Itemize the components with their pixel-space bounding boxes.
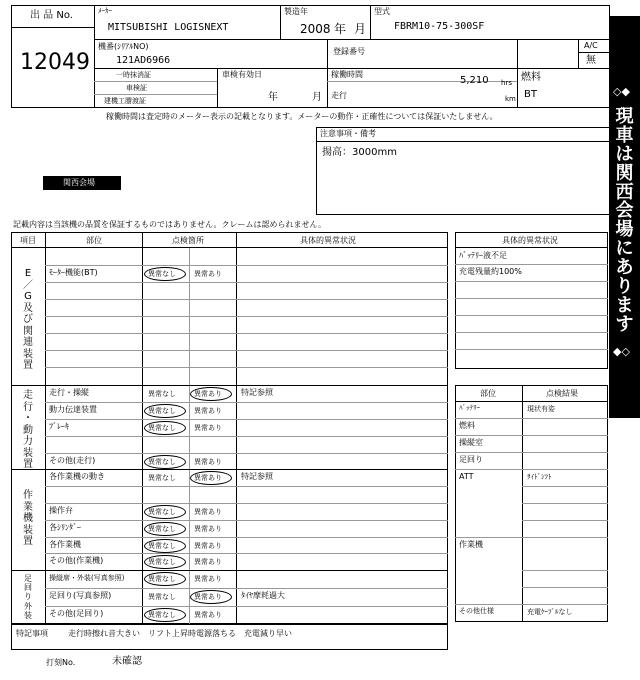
km-label: 走行 [331,91,347,100]
inspection-month: 月 [312,92,322,103]
row-part: 動力伝達装置 [49,405,97,414]
row-part: 足回り(写真参照) [49,591,112,600]
result-part: 作業機 [459,540,483,549]
serial-label: 機番(ｼﾘｱﾙNO) [98,42,149,51]
inspection-label: 車検有効日 [222,70,262,79]
status-ok: 異常なし [148,458,176,466]
maker: MITSUBISHI LOGISNEXT [108,22,229,33]
status-ok: 異常なし [148,270,176,278]
result-part: 足回り [459,455,483,464]
year-value: 2008 [300,22,331,36]
status-ng: 異常あり [194,508,222,516]
status-ok: 異常なし [148,474,176,482]
result-part: 操縦室 [459,438,483,447]
status-ok: 異常なし [148,558,176,566]
status-ng: 異常あり [194,407,222,415]
ok-circle-mark [144,555,186,569]
row-part: ﾌﾞﾚｰｷ [49,422,69,431]
notes-value: 揚高：3000mm [322,147,397,158]
status-ok: 異常なし [148,593,176,601]
ac-value: 無 [586,55,596,66]
section-exterior: 足 回 り 外 装 [24,574,32,620]
row-detail: 特記参照 [241,388,273,397]
right-detail-line1: ﾊﾞｯﾃﾘｰ液不足 [459,251,507,260]
status-ok: 異常なし [148,542,176,550]
result-value: 充電ｹｰﾌﾞﾙなし [527,608,573,616]
status-ng: 異常あり [194,542,222,550]
row-detail: 特記参照 [241,472,273,481]
model-label: 型式 [374,7,390,16]
month-suffix: 月 [354,22,367,36]
row-part: 操作弁 [49,506,73,515]
status-ng: 異常あり [194,593,222,601]
row-part: その他(足回り) [49,609,104,618]
status-ng: 異常あり [194,558,222,566]
ok-circle-mark [144,455,186,469]
special-label: 特記事項 [16,629,48,638]
ok-circle-mark [144,608,186,622]
result-value: 現状有姿 [527,405,555,413]
status-ok: 異常なし [148,407,176,415]
head-check: 点検箇所 [172,236,204,245]
venue-badge [43,176,121,190]
section-engine: E ／ G 及 び 関 連 装 置 [23,268,33,371]
banner-text-content: 現 車 は 関 西 会 場 に あ り ま す [615,106,634,335]
status-ng: 異常あり [194,474,222,482]
header-box [11,5,610,108]
head-item: 項目 [20,236,36,245]
status-ok: 異常なし [148,424,176,432]
ng-circle-mark [190,590,232,604]
special-text: 走行時擦れ音大きい リフト上昇時電源落ちる 充電減り早い [68,629,292,638]
ok-circle-mark [144,522,186,536]
ac-label: A/C [584,41,598,50]
hours-label: 稼働時間 [331,70,363,79]
right-detail-head: 具体的異常状況 [502,236,558,245]
row-part: 走行・操縦 [49,388,89,397]
banner-text [609,108,640,335]
result-head-result: 点検結果 [546,389,578,398]
section-drive: 走 行 ・ 動 力 装 置 [23,390,33,470]
status-ok: 異常なし [148,611,176,619]
stamp-value: 未確認 [112,656,142,667]
model: FBRM10-75-300SF [394,21,485,32]
result-part: ﾊﾞｯﾃﾘｰ [459,404,480,412]
status-ok: 異常なし [148,575,176,583]
result-part: 燃料 [459,421,475,430]
status-ng: 異常あり [194,424,222,432]
ng-circle-mark [190,387,232,401]
maker-label: ﾒｰｶｰ [98,7,112,15]
fuel-label: 燃料 [521,72,541,83]
row-part: 操縦席・外装(写真参照) [49,574,125,582]
ok-circle-mark [144,505,186,519]
ok-circle-mark [144,404,186,418]
head-detail: 具体的異常状況 [300,236,356,245]
listing-no: 12049 [20,50,90,75]
ok-circle-mark [144,572,186,586]
listing-no-label: 出 品 No. [30,10,73,21]
fuel-value: BT [524,89,537,100]
status-ng: 異常あり [194,611,222,619]
quality-note: 記載内容は当該機の品質を保証するものではありません。クレームは認められません。 [13,220,326,229]
row-part: 各ｼﾘﾝﾀﾞｰ [49,523,81,532]
banner-top-icon: ◇◆ [613,85,630,98]
stamp-label: 打刻No. [46,658,76,667]
result-part: その他仕様 [459,607,494,615]
reg-label: 登録番号 [333,47,365,56]
banner-bottom-icon: ◆◇ [613,345,630,358]
venue-label: 関西会場 [63,178,95,187]
ok-circle-mark [144,421,186,435]
row-detail: ﾀｲﾔ摩耗過大 [241,591,285,600]
km-unit: km [505,95,516,103]
status-ng: 異常あり [194,390,222,398]
notes-label: 注意事項・備考 [320,129,376,138]
result-part: ATT [459,472,474,481]
row-part: ﾓｰﾀｰ機能(BT) [49,268,98,277]
inspection-table [11,232,448,624]
section-work: 作 業 機 装 置 [23,490,33,547]
ok-circle-mark [144,267,186,281]
head-part: 部位 [86,236,102,245]
inspection-year: 年 [268,92,278,103]
status-ok: 異常なし [148,525,176,533]
status-ng: 異常あり [194,575,222,583]
result-value: ｻｲﾄﾞｼﾌﾄ [527,473,552,481]
result-head-part: 部位 [480,389,496,398]
status-ok: 異常なし [148,508,176,516]
hours-note: 稼働時間は査定時のメーター表示の記載となります。メーターの動作・正確性については保証いたしません。 [106,112,498,121]
hours-value: 5,210 [460,75,489,86]
row-part: その他(作業機) [49,556,104,565]
ok-circle-mark [144,539,186,553]
right-detail-line2: 充電残量約100% [459,267,522,276]
status-ng: 異常あり [194,458,222,466]
status-ok: 異常なし [148,390,176,398]
cert-3: 建機工謄渡証 [104,97,146,105]
hours-unit: hrs [501,79,512,87]
status-ng: 異常あり [194,525,222,533]
row-part: その他(走行) [49,456,96,465]
cert-2: 車検証 [126,84,147,92]
side-banner [609,16,640,418]
cert-1: 一時抹消証 [116,71,151,79]
row-part: 各作業機の動き [49,472,105,481]
row-part: 各作業機 [49,540,81,549]
year-suffix: 年 [334,22,347,36]
ng-circle-mark [190,471,232,485]
status-ng: 異常あり [194,270,222,278]
year-label: 製造年 [284,7,308,16]
serial: 121AD6966 [116,55,171,66]
